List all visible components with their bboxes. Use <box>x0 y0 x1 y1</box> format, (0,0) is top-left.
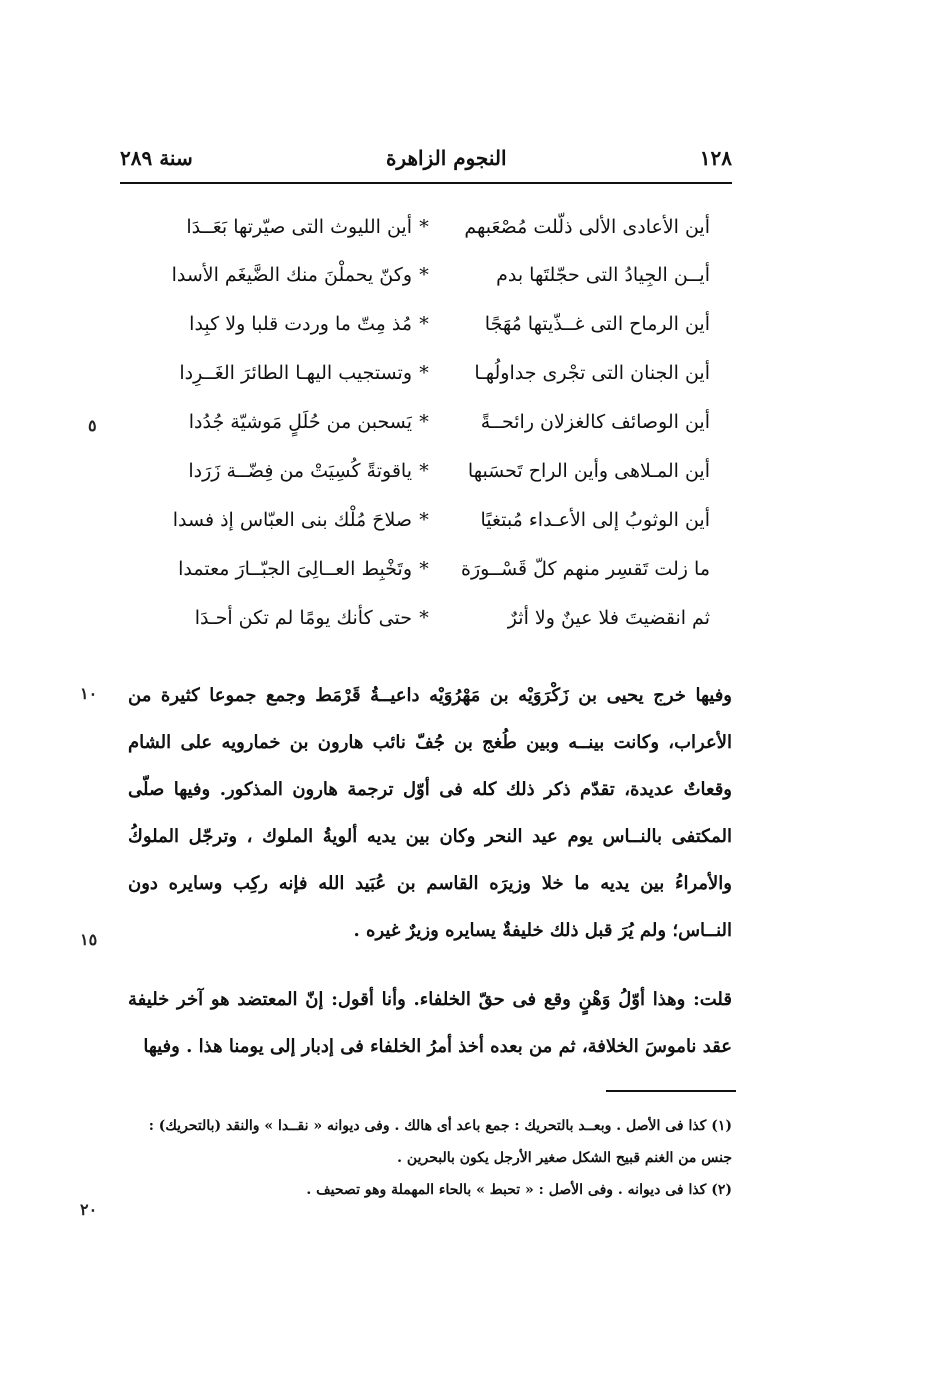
poem-verse <box>150 400 710 444</box>
verse-separator: * <box>419 216 429 238</box>
footnote-1: (١) كذا فى الأصل . وبعــد بالتحريك : جمع باعد أى هالك . وفى ديوانه « نقــدا » والنقد (بالتحريك) : جنس من الغنم قبيح الشكل صغير الأرجل يكون بالبحرين . <box>148 1118 732 1166</box>
prose-paragraph: وفيها خرج يحيى بن زَكْرَوَيْه بن مَهْرُوَيْه داعيــةُ قَرْمَط وجمع جموعا كثيرة من الأعراب، وكانت بينــه وبين طُغج بن جُفّ نائب هارون بن خمارويه على الشام وقعاتٌ عديدة، تقدّم ذكر ذلك كله فى أوّل ترجمة هارون المذكور. وفيها صلّى المكتفى بالنــاس يوم عيد النحر وكان بين يديه ألويةُ الملوك ، وترجّل الملوكُ والأمراءُ بين يديه ما خلا وزيرَه القاسم بن عُبَيد الله فإنه ركِب وسايره دون النــاس؛ ولم يُرَ قبل ذلك خليفةٌ يسايره وزيرٌ غيره . <box>128 685 732 941</box>
verse-second-hemistich: مُذ مِتّ ما وردت قلبا ولا كبِدا <box>189 313 412 335</box>
year-label: سنة ٢٨٩ <box>120 146 193 170</box>
verse-second-hemistich: وتَخْبِط العــالِىَ الجبّــارَ معتمدا <box>178 558 412 580</box>
verse-first-hemistich: أين الرماح التى غــذّيتها مُهَجًا <box>484 313 710 335</box>
verse-second-hemistich: صلاحَ مُلْك بنى العبّاس إذ فسدا <box>172 509 412 531</box>
verse-first-hemistich: أين الوصائف كالغزلان رائحــةً <box>480 411 710 433</box>
verse-first-hemistich: أين الجنان التى تجْرى جداولُهـا <box>474 362 710 384</box>
page-number: ١٢٨ <box>699 146 732 170</box>
line-number: ٥ <box>88 416 97 435</box>
verse-separator: * <box>419 509 429 531</box>
verse-second-hemistich: حتى كأنك يومًا لم تكن أحـدَا <box>194 607 412 629</box>
poem-verse <box>150 449 710 493</box>
poem-verse <box>150 302 710 346</box>
verse-first-hemistich: أيــن الجِيادُ التى حجّلتَها بدم <box>496 264 710 286</box>
poem-verse <box>150 596 710 640</box>
running-header <box>120 138 732 178</box>
book-title: النجوم الزاهرة <box>385 146 507 170</box>
verse-separator: * <box>419 362 429 384</box>
verse-second-hemistich: يَسحبن من حُلَلٍ مَوشيّة جُدُدا <box>188 411 412 433</box>
verse-separator: * <box>419 607 429 629</box>
verse-first-hemistich: أين المـلاهى وأين الراح تَحسَبها <box>467 460 710 482</box>
verse-first-hemistich: ما زلت تَقسِر منهم كلّ قَسْــورَة <box>461 558 710 580</box>
line-number: ٢٠ <box>80 1200 98 1219</box>
verse-separator: * <box>419 313 429 335</box>
verse-first-hemistich: أين الأعادى الألى ذلّلت مُصْعَبهم <box>464 216 710 238</box>
verse-second-hemistich: وكنّ يحملْنَ منك الضَّيغَم الأسدا <box>171 264 412 286</box>
verse-separator: * <box>419 558 429 580</box>
poem-verse <box>150 351 710 395</box>
poem-verse <box>150 498 710 542</box>
verse-separator: * <box>419 460 429 482</box>
header-rule <box>120 182 732 184</box>
verse-second-hemistich: أين الليوث التى صيّرتها بَعَــدَا <box>186 216 412 238</box>
footnotes <box>128 1110 732 1206</box>
line-number: ١٥ <box>80 930 98 949</box>
line-number: ١٠ <box>80 684 98 703</box>
verse-separator: * <box>419 264 429 286</box>
verse-separator: * <box>419 411 429 433</box>
verse-first-hemistich: ثم انقضيتَ فلا عينٌ ولا أثرٌ <box>507 607 710 629</box>
verse-first-hemistich: أين الوثوبُ إلى الأعـداء مُبتغيًا <box>480 509 710 531</box>
prose-paragraph: قلت: وهذا أوّلُ وَهْنٍ وقع فى حقّ الخلفاء. وأنا أقول: إنّ المعتضد هو آخر خليفة عقد ناموسَ الخلافة، ثم من بعده أخذ أمرُ الخلفاء فى إدبار إلى يومنا هذا . وفيها <box>128 989 732 1057</box>
footnote-rule <box>606 1090 736 1092</box>
poem-verse <box>150 253 710 297</box>
poem-verse <box>150 547 710 591</box>
footnote-2: (٢) كذا فى ديوانه . وفى الأصل : « تحبط » بالحاء المهملة وهو تصحيف . <box>306 1182 732 1198</box>
verse-second-hemistich: ياقوتةً كُسِيَتْ من فِضّــة زَرَدا <box>188 460 412 482</box>
poem-verse <box>150 205 710 249</box>
verse-second-hemistich: وتستجيب اليهـا الطائرَ الغَــرِدا <box>179 362 412 384</box>
